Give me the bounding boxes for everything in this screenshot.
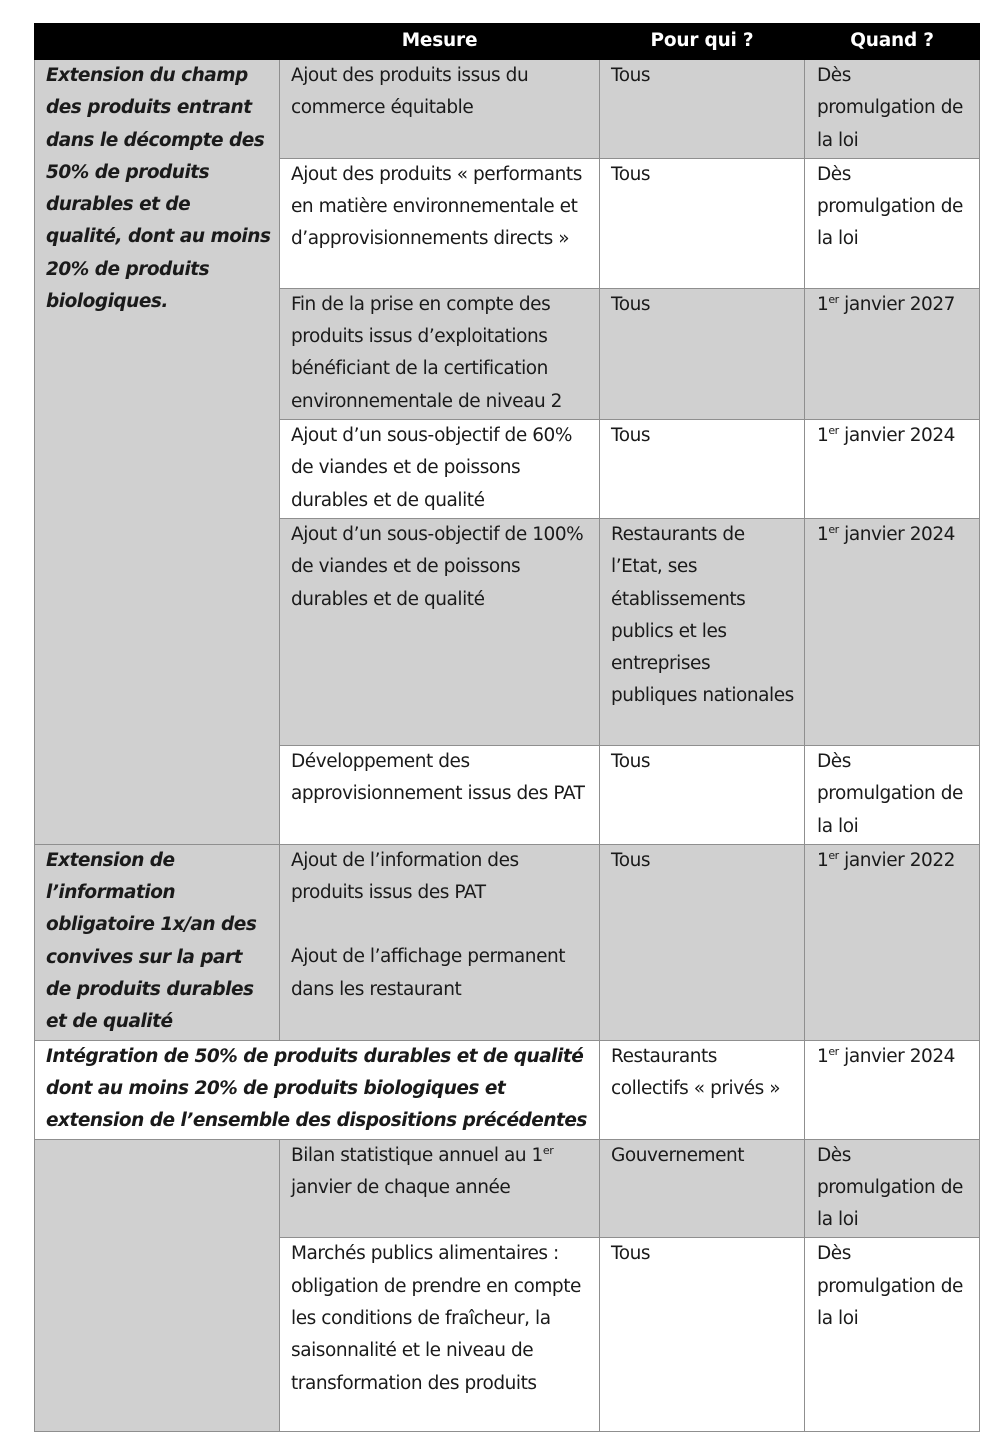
- mesure-cell: Ajout d’un sous-objectif de 100% de viandes et de poissons durables et de qualité: [280, 518, 600, 745]
- quand-cell: [805, 518, 980, 745]
- category-cell: Extension du champ des produits entrant dans le décompte des 50% de produits durables et de qualité, dont au moins 20% de produits biologiques.: [35, 60, 280, 845]
- measures-table: [34, 23, 980, 1432]
- mesure-cell: Ajout des produits issus du commerce équitable: [280, 60, 600, 159]
- quand-date: janvier 2024: [838, 1045, 955, 1067]
- quand-date: janvier 2022: [838, 849, 955, 871]
- header-quand: Quand ?: [805, 24, 980, 60]
- header-category: [35, 24, 280, 60]
- quand-cell: [805, 844, 980, 1040]
- quand-date: janvier 2027: [838, 293, 955, 315]
- quand-cell: Dès promulgation de la loi: [805, 60, 980, 159]
- mesure-cell: [280, 1139, 600, 1238]
- quand-ordinal: er: [828, 522, 839, 536]
- pour-qui-cell: Tous: [600, 60, 805, 159]
- mesure-cell: Ajout des produits « performants en matière environnementale et d’approvisionnements directs »: [280, 158, 600, 288]
- quand-cell: [805, 420, 980, 519]
- quand-date: janvier 2024: [838, 425, 955, 447]
- pour-qui-cell: Restaurants de l’Etat, ses établissements publics et les entreprises publiques nationales: [600, 518, 805, 745]
- table-row: [35, 844, 980, 1040]
- mesure-cell: Ajout d’un sous-objectif de 60% de viandes et de poissons durables et de qualité: [280, 420, 600, 519]
- table-row: [35, 1040, 980, 1139]
- pour-qui-cell: Tous: [600, 288, 805, 419]
- table-row: [35, 60, 980, 159]
- mesure-cell: Fin de la prise en compte des produits issus d’exploitations bénéficiant de la certification environnementale de niveau 2: [280, 288, 600, 419]
- table-header-row: [35, 24, 980, 60]
- category-cell: Intégration de 50% de produits durables et de qualité dont au moins 20% de produits biologiques et extension de l’ensemble des dispositions précédentes: [35, 1040, 600, 1139]
- quand-ordinal: er: [828, 848, 839, 862]
- quand-cell: Dès promulgation de la loi: [805, 1238, 980, 1432]
- pour-qui-cell: Tous: [600, 158, 805, 288]
- quand-ordinal: er: [828, 292, 839, 306]
- mesure-paragraph: Ajout de l’affichage permanent dans les restaurant: [291, 946, 566, 1000]
- mesure-cell: Développement des approvisionnement issus des PAT: [280, 745, 600, 844]
- mesure-paragraph: Ajout de l’information des produits issus des PAT: [291, 849, 519, 904]
- category-cell: Extension de l’information obligatoire 1x/an des convives sur la part de produits durables et de qualité: [35, 844, 280, 1040]
- quand-day: 1: [817, 425, 829, 447]
- category-cell: [35, 1139, 280, 1432]
- mesure-cell: [280, 844, 600, 1040]
- header-pour-qui: Pour qui ?: [600, 24, 805, 60]
- pour-qui-cell: Gouvernement: [600, 1139, 805, 1238]
- quand-date: janvier 2024: [838, 523, 955, 545]
- quand-cell: [805, 1040, 980, 1139]
- quand-day: 1: [817, 849, 829, 871]
- quand-cell: Dès promulgation de la loi: [805, 158, 980, 288]
- quand-day: 1: [817, 293, 829, 315]
- quand-cell: Dès promulgation de la loi: [805, 745, 980, 844]
- quand-day: 1: [817, 1045, 829, 1067]
- quand-cell: Dès promulgation de la loi: [805, 1139, 980, 1238]
- pour-qui-cell: Tous: [600, 844, 805, 1040]
- mesure-text: janvier de chaque année: [291, 1176, 511, 1198]
- quand-cell: [805, 288, 980, 419]
- pour-qui-cell: Restaurants collectifs « privés »: [600, 1040, 805, 1139]
- pour-qui-cell: Tous: [600, 1238, 805, 1432]
- quand-ordinal: er: [828, 1044, 839, 1058]
- header-mesure: Mesure: [280, 24, 600, 60]
- table-row: [35, 1139, 980, 1238]
- quand-day: 1: [817, 523, 829, 545]
- quand-ordinal: er: [828, 423, 839, 437]
- mesure-ordinal: er: [542, 1143, 554, 1157]
- pour-qui-cell: Tous: [600, 745, 805, 844]
- mesure-text: Bilan statistique annuel au 1: [291, 1144, 543, 1166]
- pour-qui-cell: Tous: [600, 420, 805, 519]
- mesure-cell: Marchés publics alimentaires : obligation de prendre en compte les conditions de fraîcheur, la saisonnalité et le niveau de transformation des produits: [280, 1238, 600, 1432]
